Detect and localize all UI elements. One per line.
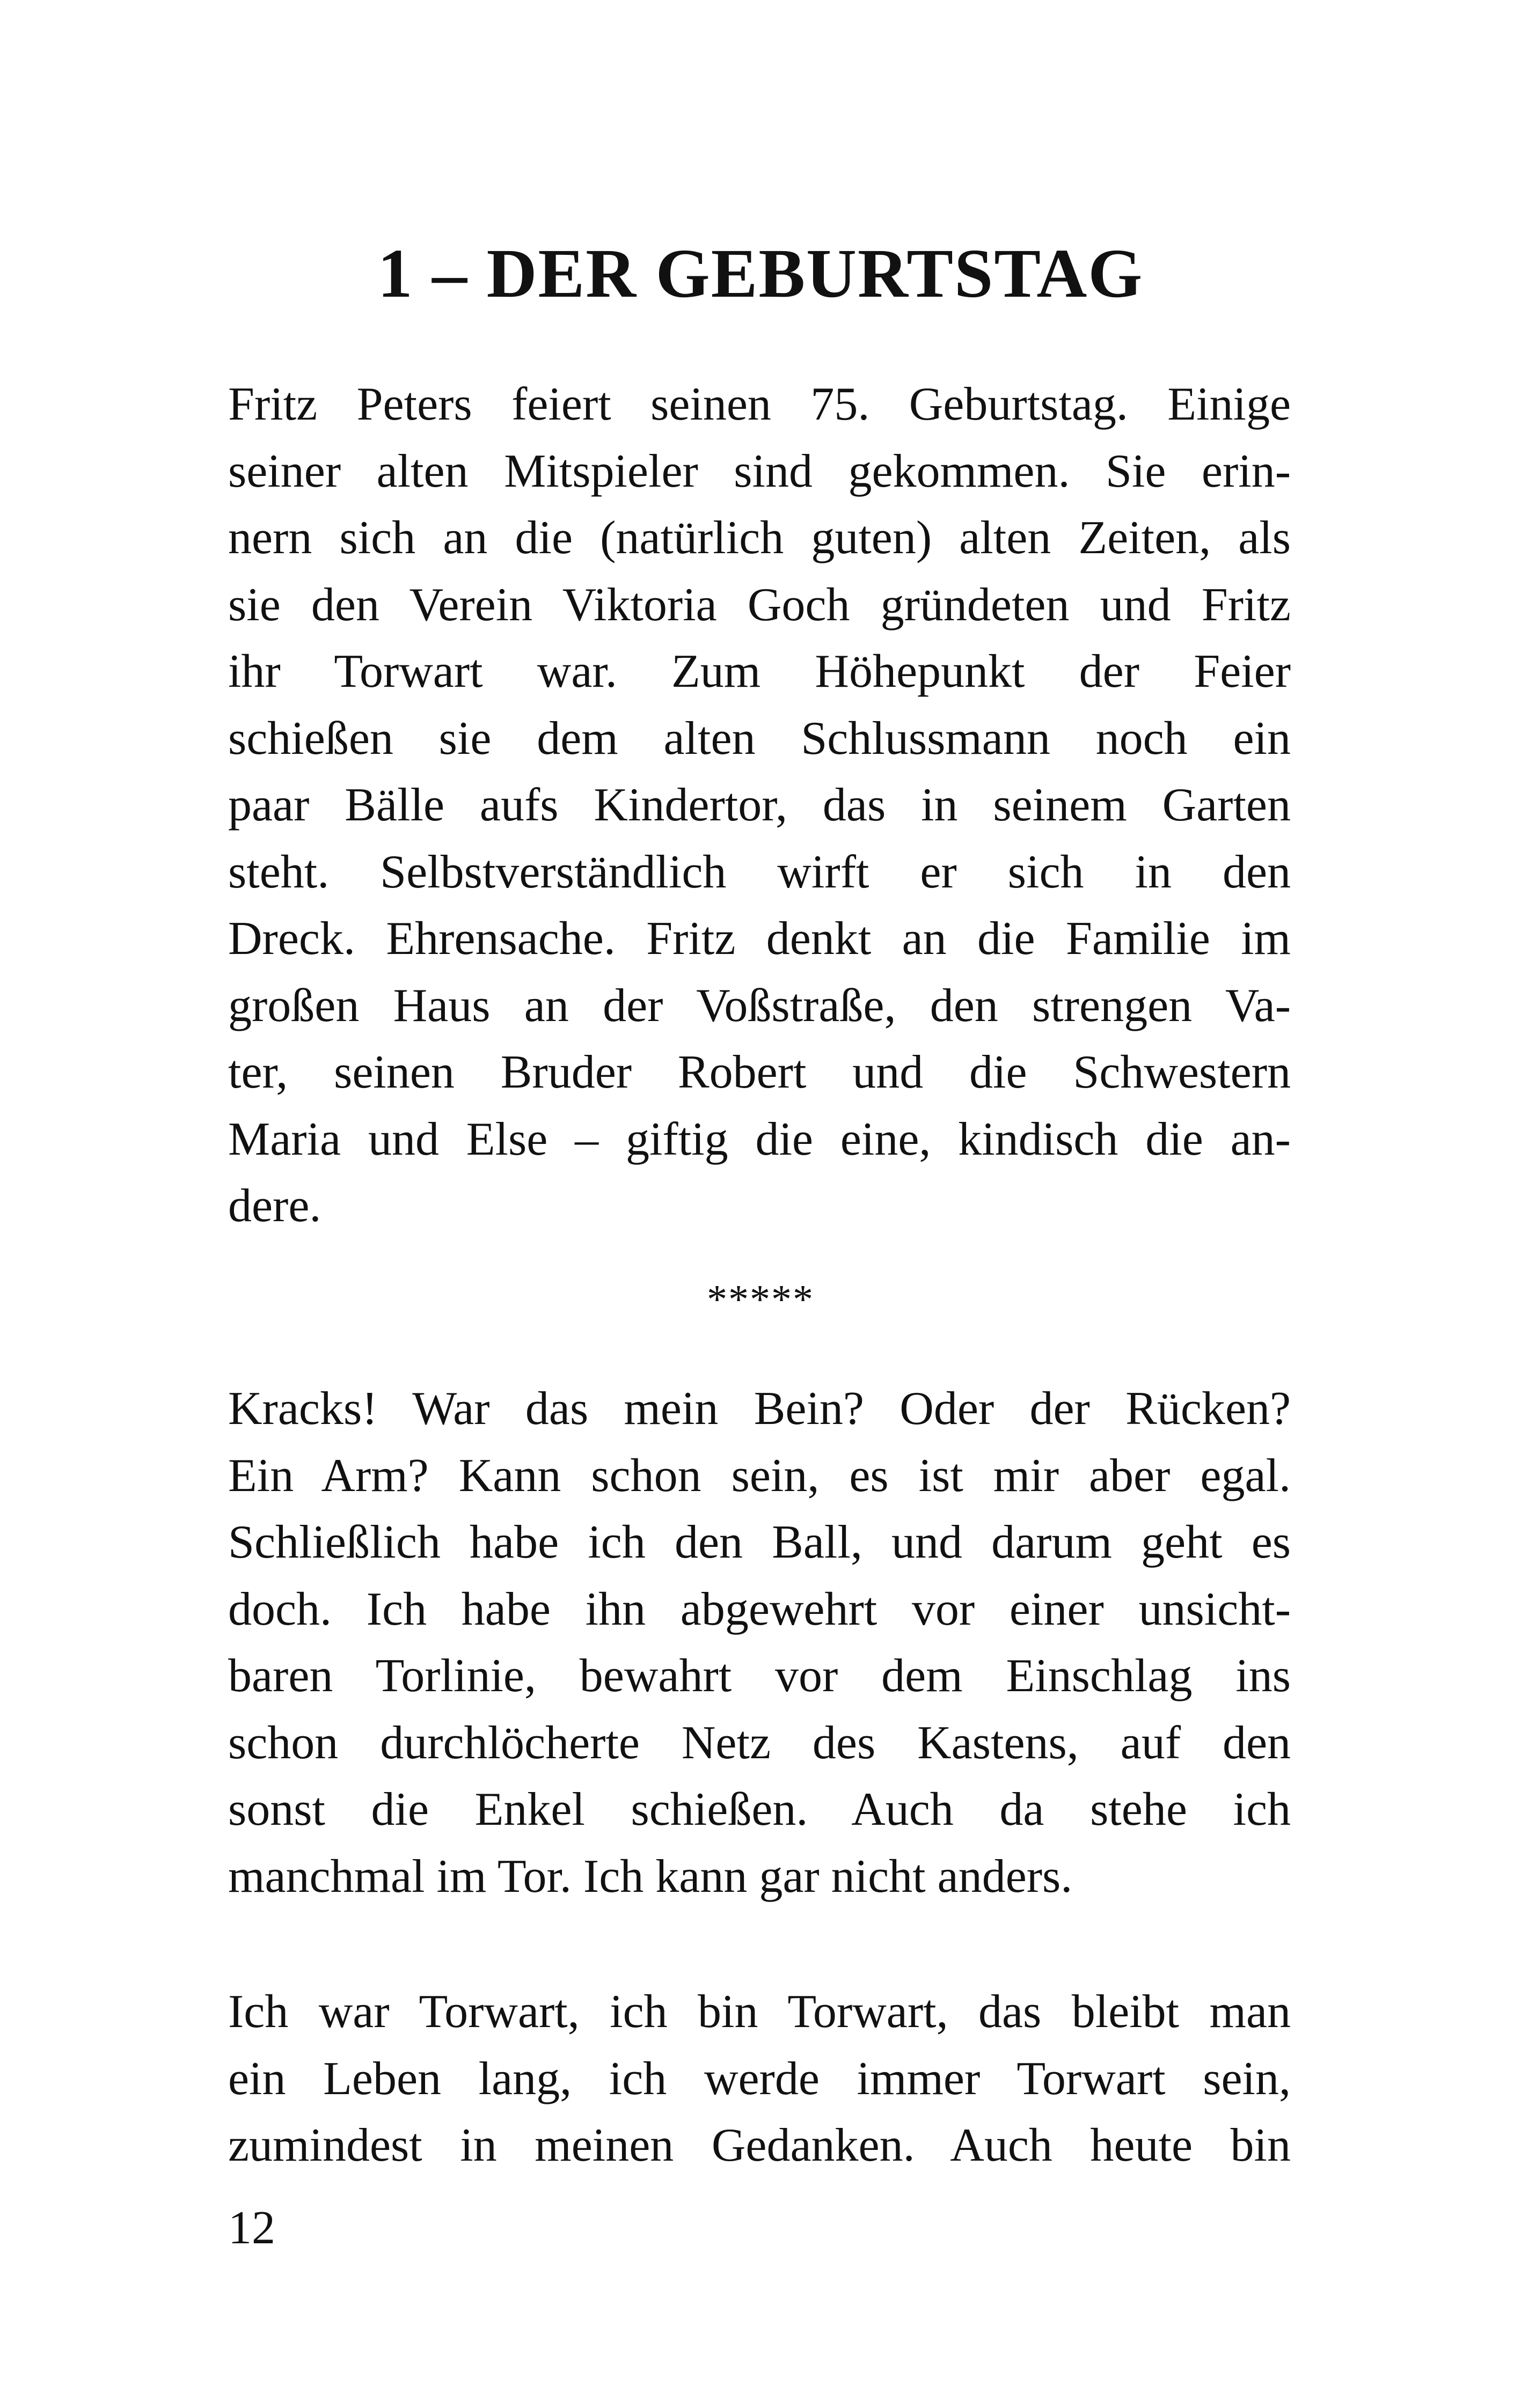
text-line: sonst die Enkel schießen. Auch da stehe ich — [228, 1783, 1291, 1836]
paragraph-1 — [228, 371, 1291, 1240]
text-line: seiner alten Mitspieler sind gekommen. Sie erin- — [228, 445, 1291, 497]
text-line: ter, seinen Bruder Robert und die Schwestern — [228, 1046, 1291, 1098]
text-line: Dreck. Ehrensache. Fritz denkt an die Familie im — [228, 913, 1291, 965]
text-line: Ein Arm? Kann schon sein, es ist mir aber egal. — [228, 1449, 1291, 1502]
text-line: ihr Torwart war. Zum Höhepunkt der Feier — [228, 645, 1291, 698]
text-line: Kracks! War das mein Bein? Oder der Rücken? — [228, 1383, 1291, 1435]
text-line: baren Torlinie, bewahrt vor dem Einschlag ins — [228, 1650, 1291, 1702]
text-line: manchmal im Tor. Ich kann gar nicht anders. — [228, 1850, 1073, 1903]
text-line: schießen sie dem alten Schlussmann noch ein — [228, 712, 1291, 765]
text-line: sie den Verein Viktoria Goch gründeten und Fritz — [228, 578, 1291, 631]
text-line: steht. Selbstverständlich wirft er sich in den — [228, 846, 1291, 898]
text-line: großen Haus an der Voßstraße, den strengen Va- — [228, 979, 1291, 1032]
text-line: zumindest in meinen Gedanken. Auch heute bin — [228, 2119, 1291, 2171]
page-number: 12 — [228, 2202, 275, 2254]
text-line: Maria und Else – giftig die eine, kindisch die an- — [228, 1113, 1291, 1165]
text-line: nern sich an die (natürlich guten) alten Zeiten, als — [228, 512, 1291, 564]
paragraph-3 — [228, 1979, 1291, 2179]
text-line: schon durchlöcherte Netz des Kastens, auf den — [228, 1716, 1291, 1769]
section-separator: ***** — [707, 1277, 814, 1322]
text-line: dere. — [228, 1180, 321, 1232]
text-line: Fritz Peters feiert seinen 75. Geburtstag. Einige — [228, 378, 1291, 430]
text-line: paar Bälle aufs Kindertor, das in seinem Garten — [228, 779, 1291, 831]
text-line: Schließlich habe ich den Ball, und darum geht es — [228, 1516, 1291, 1568]
text-line: Ich war Torwart, ich bin Torwart, das bleibt man — [228, 1986, 1291, 2038]
chapter-title: 1 – DER GEBURTSTAG — [377, 235, 1144, 312]
paragraph-2 — [228, 1376, 1291, 1910]
text-line: doch. Ich habe ihn abgewehrt vor einer unsicht- — [228, 1583, 1291, 1635]
text-line: ein Leben lang, ich werde immer Torwart sein, — [228, 2052, 1291, 2105]
